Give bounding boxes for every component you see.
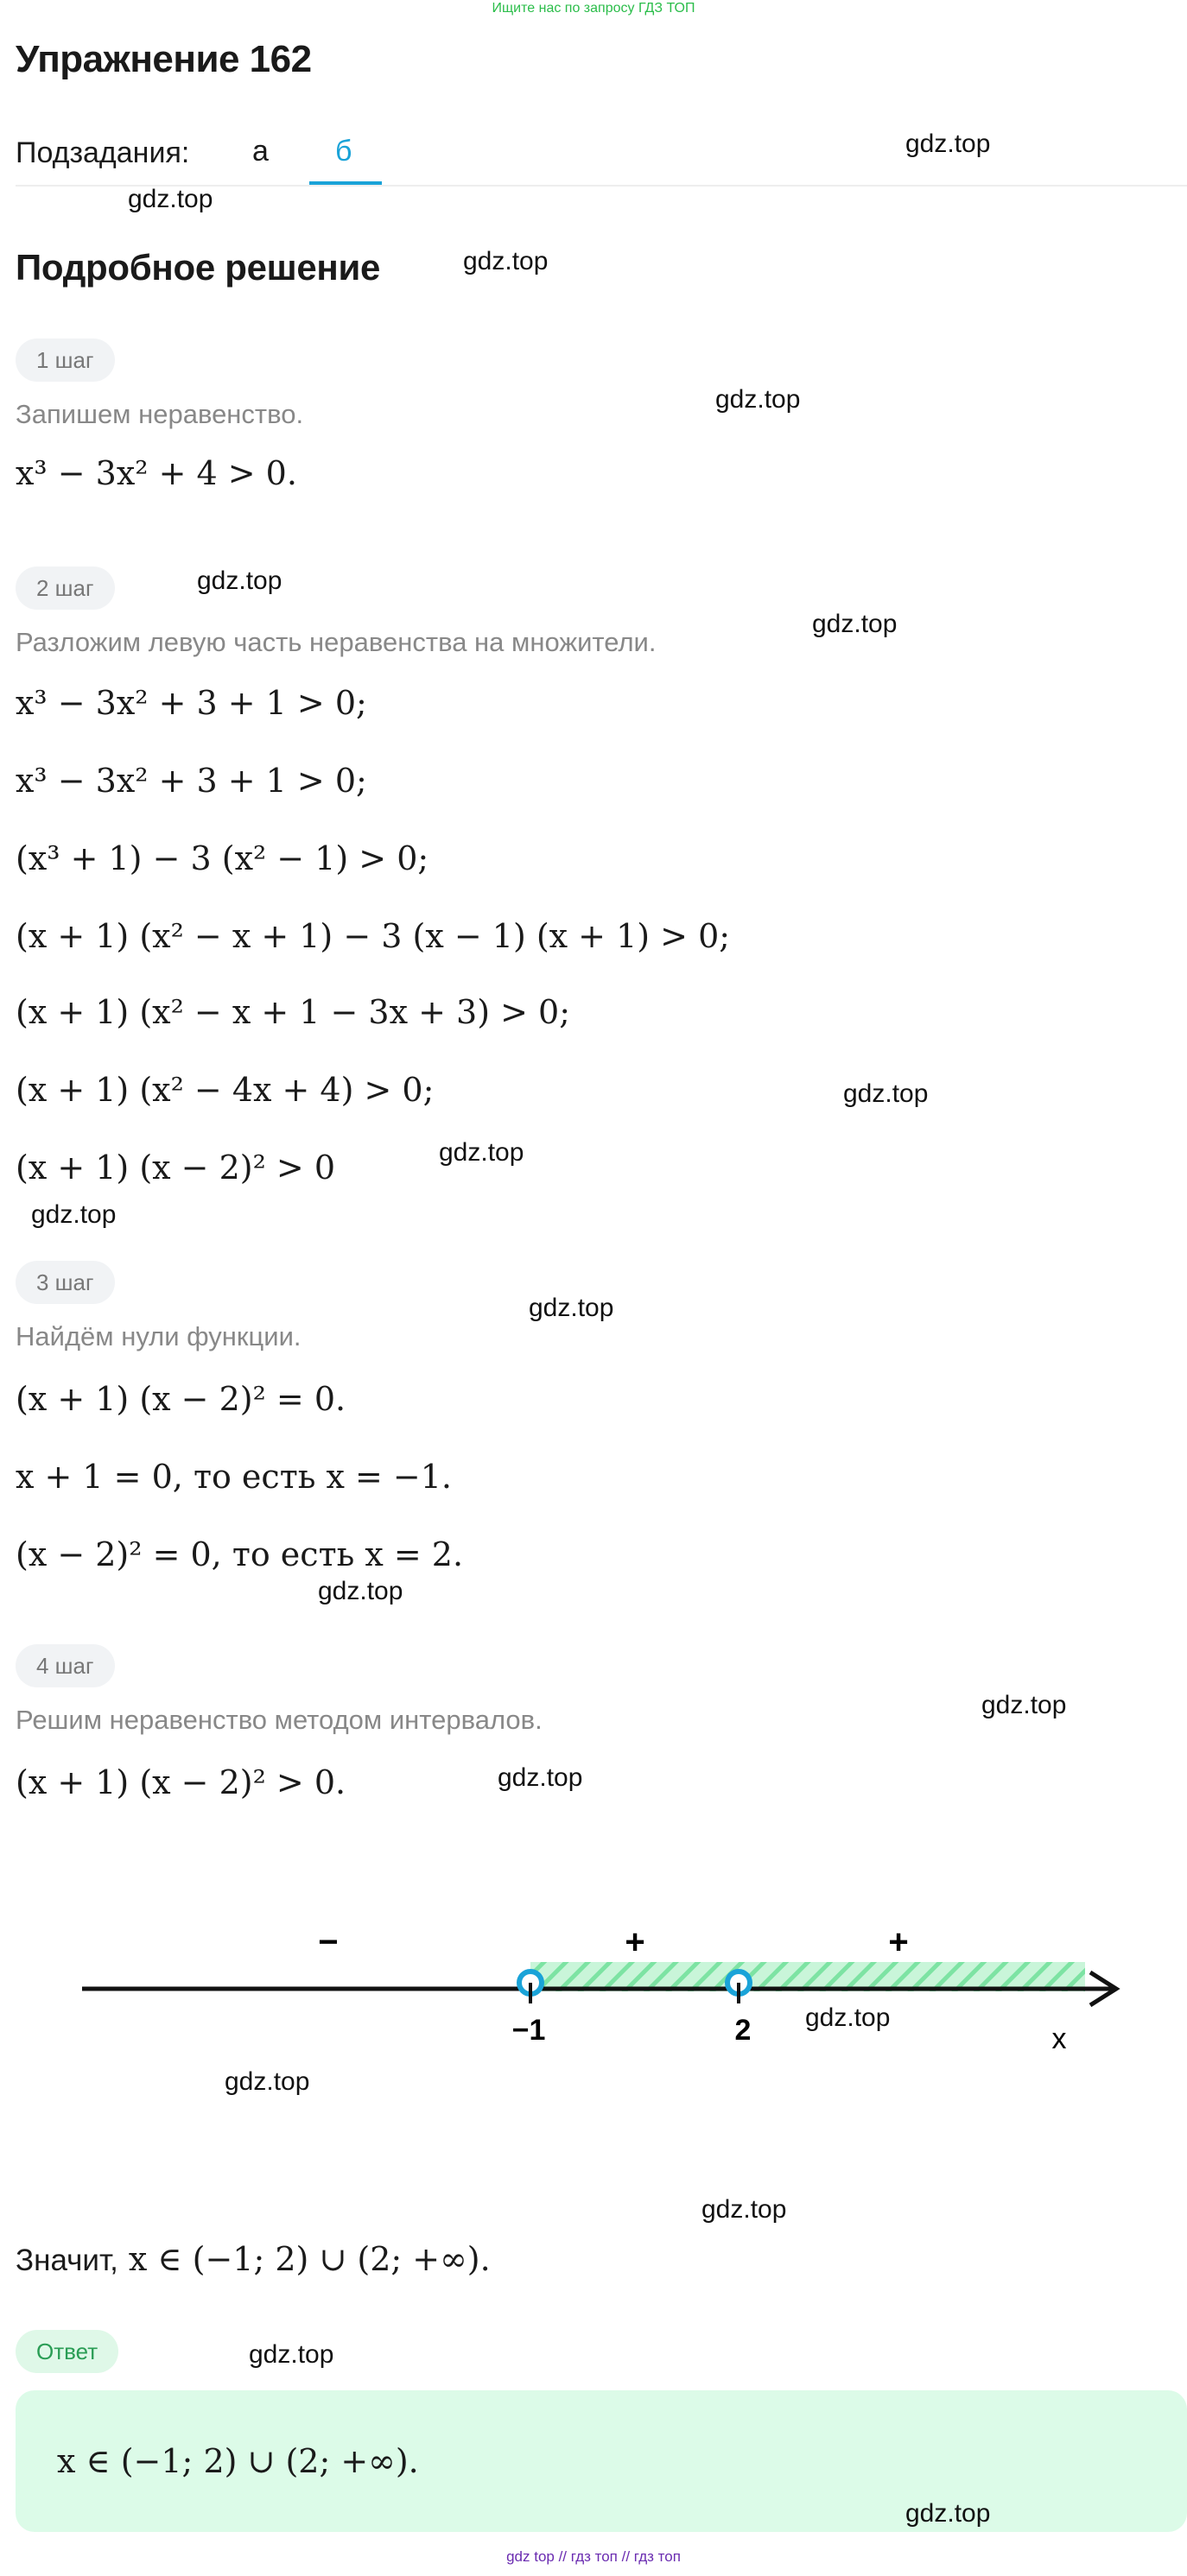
step-4-line-1: (x + 1) (x − 2)² > 0. (16, 1763, 346, 1801)
answer-badge: Ответ (16, 2330, 118, 2373)
watermark: gdz.top (701, 2195, 787, 2224)
watermark: gdz.top (843, 1079, 929, 1108)
step-1-badge: 1 шаг (16, 339, 115, 382)
conclusion-math: x ∈ (−1; 2) ∪ (2; +∞). (128, 2240, 491, 2278)
answer-math: x ∈ (−1; 2) ∪ (2; +∞). (57, 2442, 419, 2480)
conclusion-prefix: Значит, (16, 2244, 118, 2277)
watermark: gdz.top (715, 385, 801, 414)
watermark: gdz.top (463, 247, 549, 275)
step-1-line-1: x³ − 3x² + 4 > 0. (16, 454, 297, 492)
watermark: gdz.top (225, 2067, 310, 2096)
watermark: gdz.top (318, 1577, 403, 1605)
step-2-line-5: (x + 1) (x² − x + 1 − 3x + 3) > 0; (16, 993, 571, 1031)
watermark: gdz.top (498, 1763, 583, 1792)
watermark: gdz.top (439, 1138, 524, 1167)
watermark: gdz.top (197, 566, 282, 595)
step-4-badge: 4 шаг (16, 1644, 115, 1687)
step-3-line-1: (x + 1) (x − 2)² = 0. (16, 1380, 346, 1418)
tab-subtask-a[interactable]: а (252, 135, 269, 168)
step-2-line-1: x³ − 3x² + 3 + 1 > 0; (16, 684, 367, 722)
step-3-badge: 3 шаг (16, 1261, 115, 1304)
point-label-minus-1: −1 (511, 2014, 546, 2047)
watermark: gdz.top (128, 185, 213, 213)
step-2-line-3: (x³ + 1) − 3 (x² − 1) > 0; (16, 839, 429, 877)
watermark: gdz.top (249, 2340, 334, 2369)
watermark: gdz.top (981, 1691, 1067, 1719)
watermark: gdz.top (31, 1200, 117, 1229)
point-label-2: 2 (734, 2014, 752, 2047)
step-4-description: Решим неравенство методом интервалов. (16, 1705, 543, 1735)
subtasks-label: Подзадания: (16, 136, 190, 169)
sign-interval-2: + (625, 1923, 645, 1961)
axis-label-x: x (1051, 2022, 1067, 2055)
solution-title: Подробное решение (16, 247, 381, 288)
watermark: gdz.top (905, 2499, 991, 2528)
step-2-line-4: (x + 1) (x² − x + 1) − 3 (x − 1) (x + 1) > 0; (16, 917, 731, 955)
footer: gdz top // гдз топ // гдз топ (506, 2548, 681, 2565)
watermark: gdz.top (812, 610, 898, 638)
step-1-description: Запишем неравенство. (16, 399, 304, 429)
top-banner: Ищите нас по запросу ГДЗ ТОП (492, 1, 695, 16)
step-2-badge: 2 шаг (16, 566, 115, 610)
step-2-line-7: (x + 1) (x − 2)² > 0 (16, 1149, 335, 1187)
watermark: gdz.top (905, 130, 991, 158)
conclusion (16, 2240, 491, 2278)
watermark: gdz.top (805, 2003, 891, 2032)
tab-subtask-b[interactable]: б (335, 135, 352, 168)
page-title: Упражнение 162 (16, 38, 312, 80)
watermark: gdz.top (529, 1294, 614, 1322)
step-3-line-3: (x − 2)² = 0, то есть x = 2. (16, 1535, 464, 1573)
step-2-description: Разложим левую часть неравенства на множители. (16, 627, 657, 657)
sign-interval-3: + (888, 1923, 909, 1961)
step-3-line-2: x + 1 = 0, то есть x = −1. (16, 1458, 453, 1496)
number-line-diagram (0, 1865, 1187, 2073)
step-3-description: Найдём нули функции. (16, 1321, 302, 1351)
sign-interval-1: − (318, 1923, 339, 1961)
step-2-line-6: (x + 1) (x² − 4x + 4) > 0; (16, 1071, 435, 1109)
step-2-line-2: x³ − 3x² + 3 + 1 > 0; (16, 762, 367, 800)
